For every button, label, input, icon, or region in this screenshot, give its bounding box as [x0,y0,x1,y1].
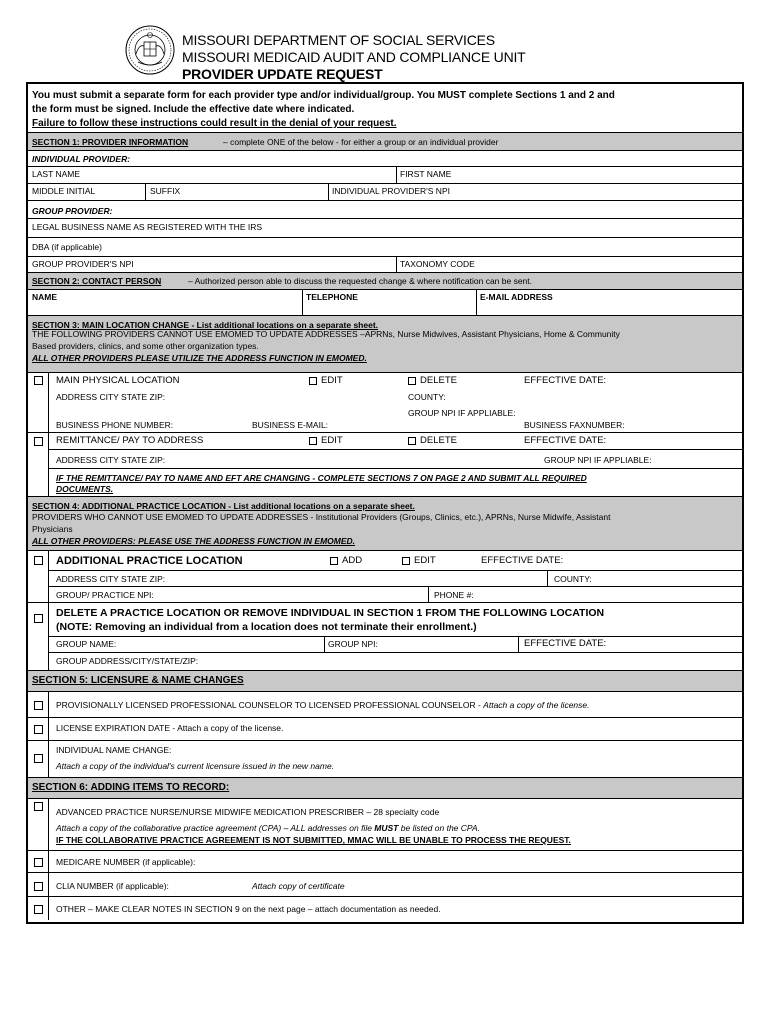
additional-location-checkbox[interactable] [34,556,43,565]
main-edit-checkbox[interactable] [309,377,317,385]
contact-telephone-field[interactable]: TELEPHONE [306,292,358,302]
other-label: OTHER – MAKE CLEAR NOTES IN SECTION 9 on the next page – attach documentation as needed. [56,904,441,914]
section-2-header [28,273,742,289]
additional-county-field[interactable]: COUNTY: [554,574,592,584]
main-location-label: MAIN PHYSICAL LOCATION [56,375,180,386]
clia-attach-note: Attach copy of certificate [252,881,345,891]
aprn-warning: IF THE COLLABORATIVE PRACTICE AGREEMENT IS NOT SUBMITTED, MMAC WILL BE UNABLE TO PROCESS THE REQUEST. [56,835,571,845]
section-3-line-4: ALL OTHER PROVIDERS PLEASE UTILIZE THE ADDRESS FUNCTION IN EMOMED. [32,353,367,363]
intro-line-2: the form must be signed. Include the effective date where indicated. [32,104,355,115]
additional-address-field[interactable]: ADDRESS CITY STATE ZIP: [56,574,166,584]
name-change-label: INDIVIDUAL NAME CHANGE: [56,745,172,755]
section-3-header [28,316,742,372]
middle-initial-field[interactable]: MIDDLE INITIAL [32,186,96,196]
legal-business-name-field[interactable]: LEGAL BUSINESS NAME AS REGISTERED WITH THE IRS [32,222,263,232]
business-fax-field[interactable]: BUSINESS FAXNUMBER: [524,420,625,430]
group-provider-label: GROUP PROVIDER: [32,206,113,216]
license-expiration-label: LICENSE EXPIRATION DATE - Attach a copy of the license. [56,723,284,733]
name-change-checkbox[interactable] [34,754,43,763]
section-2-title: SECTION 2: CONTACT PERSON [32,276,162,286]
aprn-checkbox[interactable] [34,802,43,811]
intro-line-1: You must submit a separate form for each provider type and/or individual/group. You MUST complete Sections 1 and 2 and [32,90,615,101]
form-title: PROVIDER UPDATE REQUEST [182,66,383,82]
aprn-attach-must: MUST [374,823,399,833]
main-county-field[interactable]: COUNTY: [408,392,446,402]
section-6-title: SECTION 6: ADDING ITEMS TO RECORD: [32,782,230,793]
section-3-line-3: Based providers, clinics, and some other organization types. [32,341,259,351]
delete-location-note: (NOTE: Removing an individual from a location does not terminate their enrollment.) [56,621,477,633]
section-4-line-3: Physicians [32,524,73,534]
additional-location-label: ADDITIONAL PRACTICE LOCATION [56,555,243,567]
state-seal-logo [124,24,176,76]
remittance-note-line-2: DOCUMENTS. [56,484,114,494]
section-1-title: SECTION 1: PROVIDER INFORMATION [32,137,189,147]
section-3-line-2: THE FOLLOWING PROVIDERS CANNOT USE EMOMED TO UPDATE ADDRESSES –APRNs, Nurse Midwives, Assistant Physicians, Home & Community [32,329,620,339]
lpc-attach-note: Attach a copy of the license. [483,700,590,710]
section-4-line-4: ALL OTHER PROVIDERS: PLEASE USE THE ADDRESS FUNCTION IN EMOMED. [32,536,356,546]
name-change-attach-note: Attach a copy of the individual's current licensure issued in the new name. [56,761,335,771]
remittance-group-npi-field[interactable]: GROUP NPI IF APPLIABLE: [544,455,652,465]
header-line-1: MISSOURI DEPARTMENT OF SOCIAL SERVICES [182,32,495,48]
main-group-npi-field[interactable]: GROUP NPI IF APPLIABLE: [408,408,516,418]
remittance-address-field[interactable]: ADDRESS CITY STATE ZIP: [56,455,166,465]
clia-checkbox[interactable] [34,882,43,891]
main-address-field[interactable]: ADDRESS CITY STATE ZIP: [56,392,166,402]
clia-number-field[interactable]: CLIA NUMBER (if applicable): [56,881,169,891]
dba-field[interactable]: DBA (if applicable) [32,242,102,252]
remittance-effective-date-field[interactable]: EFFECTIVE DATE: [524,435,607,446]
remittance-delete-checkbox[interactable] [408,437,416,445]
section-4-header [28,497,742,550]
additional-phone-field[interactable]: PHONE #: [434,590,474,600]
remittance-note-line-1: IF THE REMITTANCE/ PAY TO NAME AND EFT ARE CHANGING - COMPLETE SECTIONS 7 ON PAGE 2 AND SUBMIT ALL REQUIRED [56,473,587,483]
contact-name-field[interactable]: NAME [32,292,58,302]
delete-effective-date-field[interactable]: EFFECTIVE DATE: [524,638,607,649]
lpc-checkbox[interactable] [34,701,43,710]
individual-provider-label: INDIVIDUAL PROVIDER: [32,154,131,164]
section-4-line-2: PROVIDERS WHO CANNOT USE EMOMED TO UPDATE ADDRESSES - Institutional Providers (Groups, Clinics, etc.), APRNs, Nurse Midwife, Assistant [32,512,611,522]
delete-group-npi-field[interactable]: GROUP NPI: [328,639,378,649]
remittance-checkbox[interactable] [34,437,43,446]
additional-effective-date-field[interactable]: EFFECTIVE DATE: [481,555,564,566]
aprn-label: ADVANCED PRACTICE NURSE/NURSE MIDWIFE MEDICATION PRESCRIBER – 28 specialty code [56,807,440,817]
lpc-label [56,700,589,710]
additional-edit-label: EDIT [414,555,436,566]
first-name-field[interactable]: FIRST NAME [400,169,452,179]
remittance-delete-label: DELETE [420,435,457,446]
section-5-title: SECTION 5: LICENSURE & NAME CHANGES [32,675,244,686]
section-1-header [28,133,742,150]
section-5-header [28,671,742,691]
header-line-2: MISSOURI MEDICAID AUDIT AND COMPLIANCE UNIT [182,49,526,65]
license-expiration-checkbox[interactable] [34,725,43,734]
main-delete-checkbox[interactable] [408,377,416,385]
last-name-field[interactable]: LAST NAME [32,169,81,179]
main-edit-label: EDIT [321,375,343,386]
main-delete-label: DELETE [420,375,457,386]
intro-warning: Failure to follow these instructions could result in the denial of your request. [32,118,397,129]
provider-update-form [26,82,744,924]
additional-group-npi-field[interactable]: GROUP/ PRACTICE NPI: [56,590,154,600]
aprn-attach-note [56,823,480,833]
contact-email-field[interactable]: E-MAIL ADDRESS [480,292,553,302]
remittance-label: REMITTANCE/ PAY TO ADDRESS [56,435,204,446]
section-2-desc: – Authorized person able to discuss the requested change & where notification can be sent. [188,276,533,286]
additional-add-label: ADD [342,555,363,566]
section-6-header [28,778,742,798]
taxonomy-code-field[interactable]: TAXONOMY CODE [400,259,475,269]
aprn-attach-part-1: Attach a copy of the collaborative practice agreement (CPA) – ALL addresses on file [56,823,375,833]
suffix-field[interactable]: SUFFIX [150,186,181,196]
section-3-title: SECTION 3: MAIN LOCATION CHANGE - List additional locations on a separate sheet. [32,320,379,330]
lpc-text: PROVISIONALLY LICENSED PROFESSIONAL COUNSELOR TO LICENSED PROFESSIONAL COUNSELOR - [56,700,484,710]
section-4-title: SECTION 4: ADDITIONAL PRACTICE LOCATION - List additional locations on a separate sheet. [32,501,415,511]
aprn-attach-part-2: be listed on the CPA. [398,823,480,833]
medicare-checkbox[interactable] [34,858,43,867]
business-phone-field[interactable]: BUSINESS PHONE NUMBER: [56,420,174,430]
delete-location-checkbox[interactable] [34,614,43,623]
remittance-edit-label: EDIT [321,435,343,446]
delete-group-name-field[interactable]: GROUP NAME: [56,639,117,649]
additional-add-checkbox[interactable] [330,557,338,565]
group-npi-field[interactable]: GROUP PROVIDER'S NPI [32,259,134,269]
section-1-desc: – complete ONE of the below - for either a group or an individual provider [223,137,499,147]
delete-location-label: DELETE A PRACTICE LOCATION OR REMOVE INDIVIDUAL IN SECTION 1 FROM THE FOLLOWING LOCATION [56,607,605,619]
remittance-edit-checkbox[interactable] [309,437,317,445]
main-location-checkbox[interactable] [34,376,43,385]
additional-edit-checkbox[interactable] [402,557,410,565]
delete-group-address-field[interactable]: GROUP ADDRESS/CITY/STATE/ZIP: [56,656,199,666]
medicare-number-field[interactable]: MEDICARE NUMBER (if applicable): [56,857,196,867]
main-effective-date-field[interactable]: EFFECTIVE DATE: [524,375,607,386]
individual-npi-field[interactable]: INDIVIDUAL PROVIDER'S NPI [332,186,450,196]
business-email-field[interactable]: BUSINESS E-MAIL: [252,420,329,430]
other-checkbox[interactable] [34,905,43,914]
